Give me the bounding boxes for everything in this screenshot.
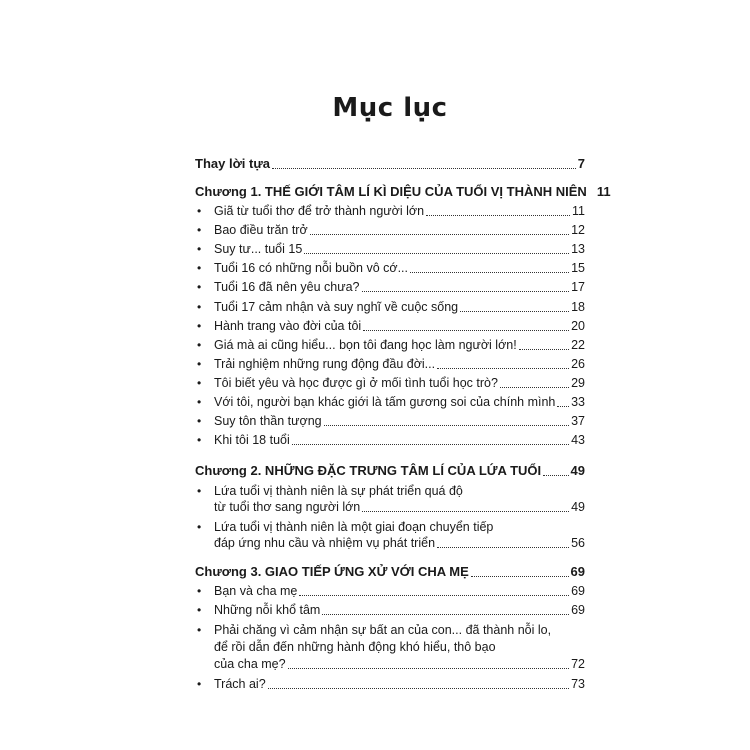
- bullet-icon: •: [197, 433, 202, 448]
- toc-entry: [214, 394, 585, 410]
- entry-label: Tuổi 16 có những nỗi buồn vô cớ...: [214, 261, 409, 276]
- dot-leader: [543, 475, 568, 476]
- bullet-icon: •: [197, 484, 202, 498]
- toc-entry: [214, 375, 585, 391]
- entry-page: 56: [571, 536, 585, 550]
- bullet-icon: •: [197, 414, 202, 429]
- toc-entry: [214, 432, 585, 448]
- bullet-icon: •: [197, 337, 202, 352]
- dot-leader: [437, 547, 569, 548]
- entry-label: Tuổi 16 đã nên yêu chưa?: [214, 280, 360, 295]
- chapter-title: Chương 2. NHỮNG ĐẶC TRƯNG TÂM LÍ CỦA LỨA TUỔI: [195, 463, 542, 478]
- bullet-icon: •: [197, 677, 202, 691]
- bullet-icon: •: [197, 223, 202, 238]
- entry-label: Hành trang vào đời của tôi: [214, 318, 362, 333]
- entry-page: 69: [571, 584, 585, 598]
- entry-page: 73: [571, 677, 585, 691]
- toc-entry: [214, 535, 585, 551]
- entry-page: 11: [572, 204, 585, 218]
- chapter-title: Chương 1. THẾ GIỚI TÂM LÍ KÌ DIỆU CỦA TUỔI VỊ THÀNH NIÊN: [195, 184, 587, 199]
- dot-leader: [557, 406, 569, 407]
- entry-page: 37: [571, 414, 585, 429]
- entry-label: Trải nghiệm những rung động đầu đời...: [214, 356, 436, 371]
- entry-page: 22: [571, 337, 585, 352]
- entry-page: 26: [571, 356, 585, 371]
- bullet-icon: •: [197, 375, 202, 390]
- entry-page: 72: [571, 657, 585, 671]
- entry-page: 43: [571, 433, 585, 448]
- entry-label: đáp ứng nhu cầu và nhiệm vụ phát triển: [214, 536, 436, 550]
- entry-label: Bao điều trăn trở: [214, 223, 308, 238]
- dot-leader: [304, 253, 569, 254]
- dot-leader: [519, 349, 569, 350]
- entry-label: của cha mẹ?: [214, 657, 286, 671]
- dot-leader: [272, 168, 576, 169]
- toc-entry-intro: [195, 156, 585, 172]
- dot-leader: [460, 311, 569, 312]
- entry-page: 29: [571, 375, 585, 390]
- entry-label-line1: Lứa tuổi vị thành niên là một giai đoạn chuyển tiếp: [214, 520, 494, 534]
- bullet-icon: •: [197, 261, 202, 276]
- entry-label: Giá mà ai cũng hiểu... bọn tôi đang học làm người lớn!: [214, 337, 517, 352]
- dot-leader: [362, 511, 569, 512]
- entry-label: từ tuổi thơ sang người lớn: [214, 500, 361, 514]
- dot-leader: [437, 368, 569, 369]
- entry-page: 33: [571, 395, 585, 409]
- entry-page: 7: [577, 156, 585, 171]
- entry-label-line1: Phải chăng vì cảm nhận sự bất an của con... đã thành nỗi lo,: [214, 623, 552, 637]
- bullet-icon: •: [197, 395, 202, 409]
- chapter-page: 49: [570, 463, 585, 478]
- bullet-icon: •: [197, 356, 202, 371]
- entry-page: 20: [571, 318, 585, 333]
- toc-entry: [214, 299, 585, 315]
- toc-entry: [214, 413, 585, 429]
- entry-page: 13: [571, 242, 585, 257]
- dot-leader: [322, 614, 569, 615]
- bullet-icon: •: [197, 318, 202, 333]
- entry-label: Bạn và cha mẹ: [214, 584, 298, 598]
- toc-entry: [214, 583, 585, 599]
- entry-page: 69: [571, 603, 585, 617]
- dot-leader: [299, 595, 569, 596]
- dot-leader: [288, 668, 570, 669]
- toc-entry: [214, 337, 585, 353]
- toc-entry: [214, 318, 585, 334]
- entry-page: 17: [571, 280, 585, 295]
- entry-label: Suy tư... tuổi 15: [214, 242, 303, 257]
- bullet-icon: •: [197, 623, 202, 637]
- entry-label: Khi tôi 18 tuổi: [214, 433, 290, 448]
- dot-leader: [410, 272, 569, 273]
- entry-label: Tôi biết yêu và học được gì ở mối tình tuổi học trò?: [214, 375, 498, 390]
- chapter-title: Chương 3. GIAO TIẾP ỨNG XỬ VỚI CHA MẸ: [195, 564, 469, 579]
- entry-page: 49: [571, 500, 585, 514]
- entry-label: Những nỗi khổ tâm: [214, 603, 321, 617]
- entry-label-line2: để rồi dẫn đến những hành động khó hiểu, thô bạo: [214, 640, 496, 654]
- dot-leader: [500, 387, 569, 388]
- bullet-icon: •: [197, 603, 202, 617]
- entry-label: Tuổi 17 cảm nhận và suy nghĩ về cuộc sống: [214, 299, 459, 314]
- dot-leader: [426, 215, 570, 216]
- entry-label: Suy tôn thần tượng: [214, 414, 322, 429]
- dot-leader: [324, 425, 569, 426]
- toc-entry: [214, 499, 585, 515]
- dot-leader: [363, 330, 569, 331]
- dot-leader: [292, 444, 569, 445]
- toc-entry: [214, 676, 585, 692]
- bullet-icon: •: [197, 242, 202, 257]
- entry-label: Trách ai?: [214, 677, 266, 691]
- chapter-page: 11: [596, 184, 611, 199]
- dot-leader: [362, 291, 570, 292]
- toc-entry: [214, 656, 585, 672]
- entry-label-line1: Lứa tuổi vị thành niên là sự phát triển quá độ: [214, 484, 463, 498]
- chapter-heading-3: [195, 564, 585, 580]
- entry-label: Với tôi, người bạn khác giới là tấm gương soi của chính mình: [214, 395, 556, 409]
- toc-entry: [214, 260, 585, 276]
- toc-entry: [214, 241, 585, 257]
- toc-entry: [214, 203, 585, 219]
- bullet-icon: •: [197, 584, 202, 598]
- entry-page: 15: [571, 261, 585, 276]
- dot-leader: [471, 576, 569, 577]
- bullet-icon: •: [197, 520, 202, 534]
- dot-leader: [268, 688, 569, 689]
- toc-entry: [214, 279, 585, 295]
- toc-entry: [214, 602, 585, 618]
- dot-leader: [310, 234, 569, 235]
- entry-label: Thay lời tựa: [195, 156, 271, 171]
- entry-page: 18: [571, 299, 585, 314]
- bullet-icon: •: [197, 204, 202, 218]
- bullet-icon: •: [197, 299, 202, 314]
- chapter-page: 69: [570, 564, 585, 579]
- toc-entry: [214, 356, 585, 372]
- toc-heading: Mục lục: [332, 93, 448, 123]
- toc-entry: [214, 222, 585, 238]
- chapter-heading-1: [195, 184, 611, 200]
- bullet-icon: •: [197, 280, 202, 295]
- entry-page: 12: [571, 223, 585, 238]
- chapter-heading-2: [195, 463, 585, 479]
- entry-label: Giã từ tuổi thơ để trở thành người lớn: [214, 204, 425, 218]
